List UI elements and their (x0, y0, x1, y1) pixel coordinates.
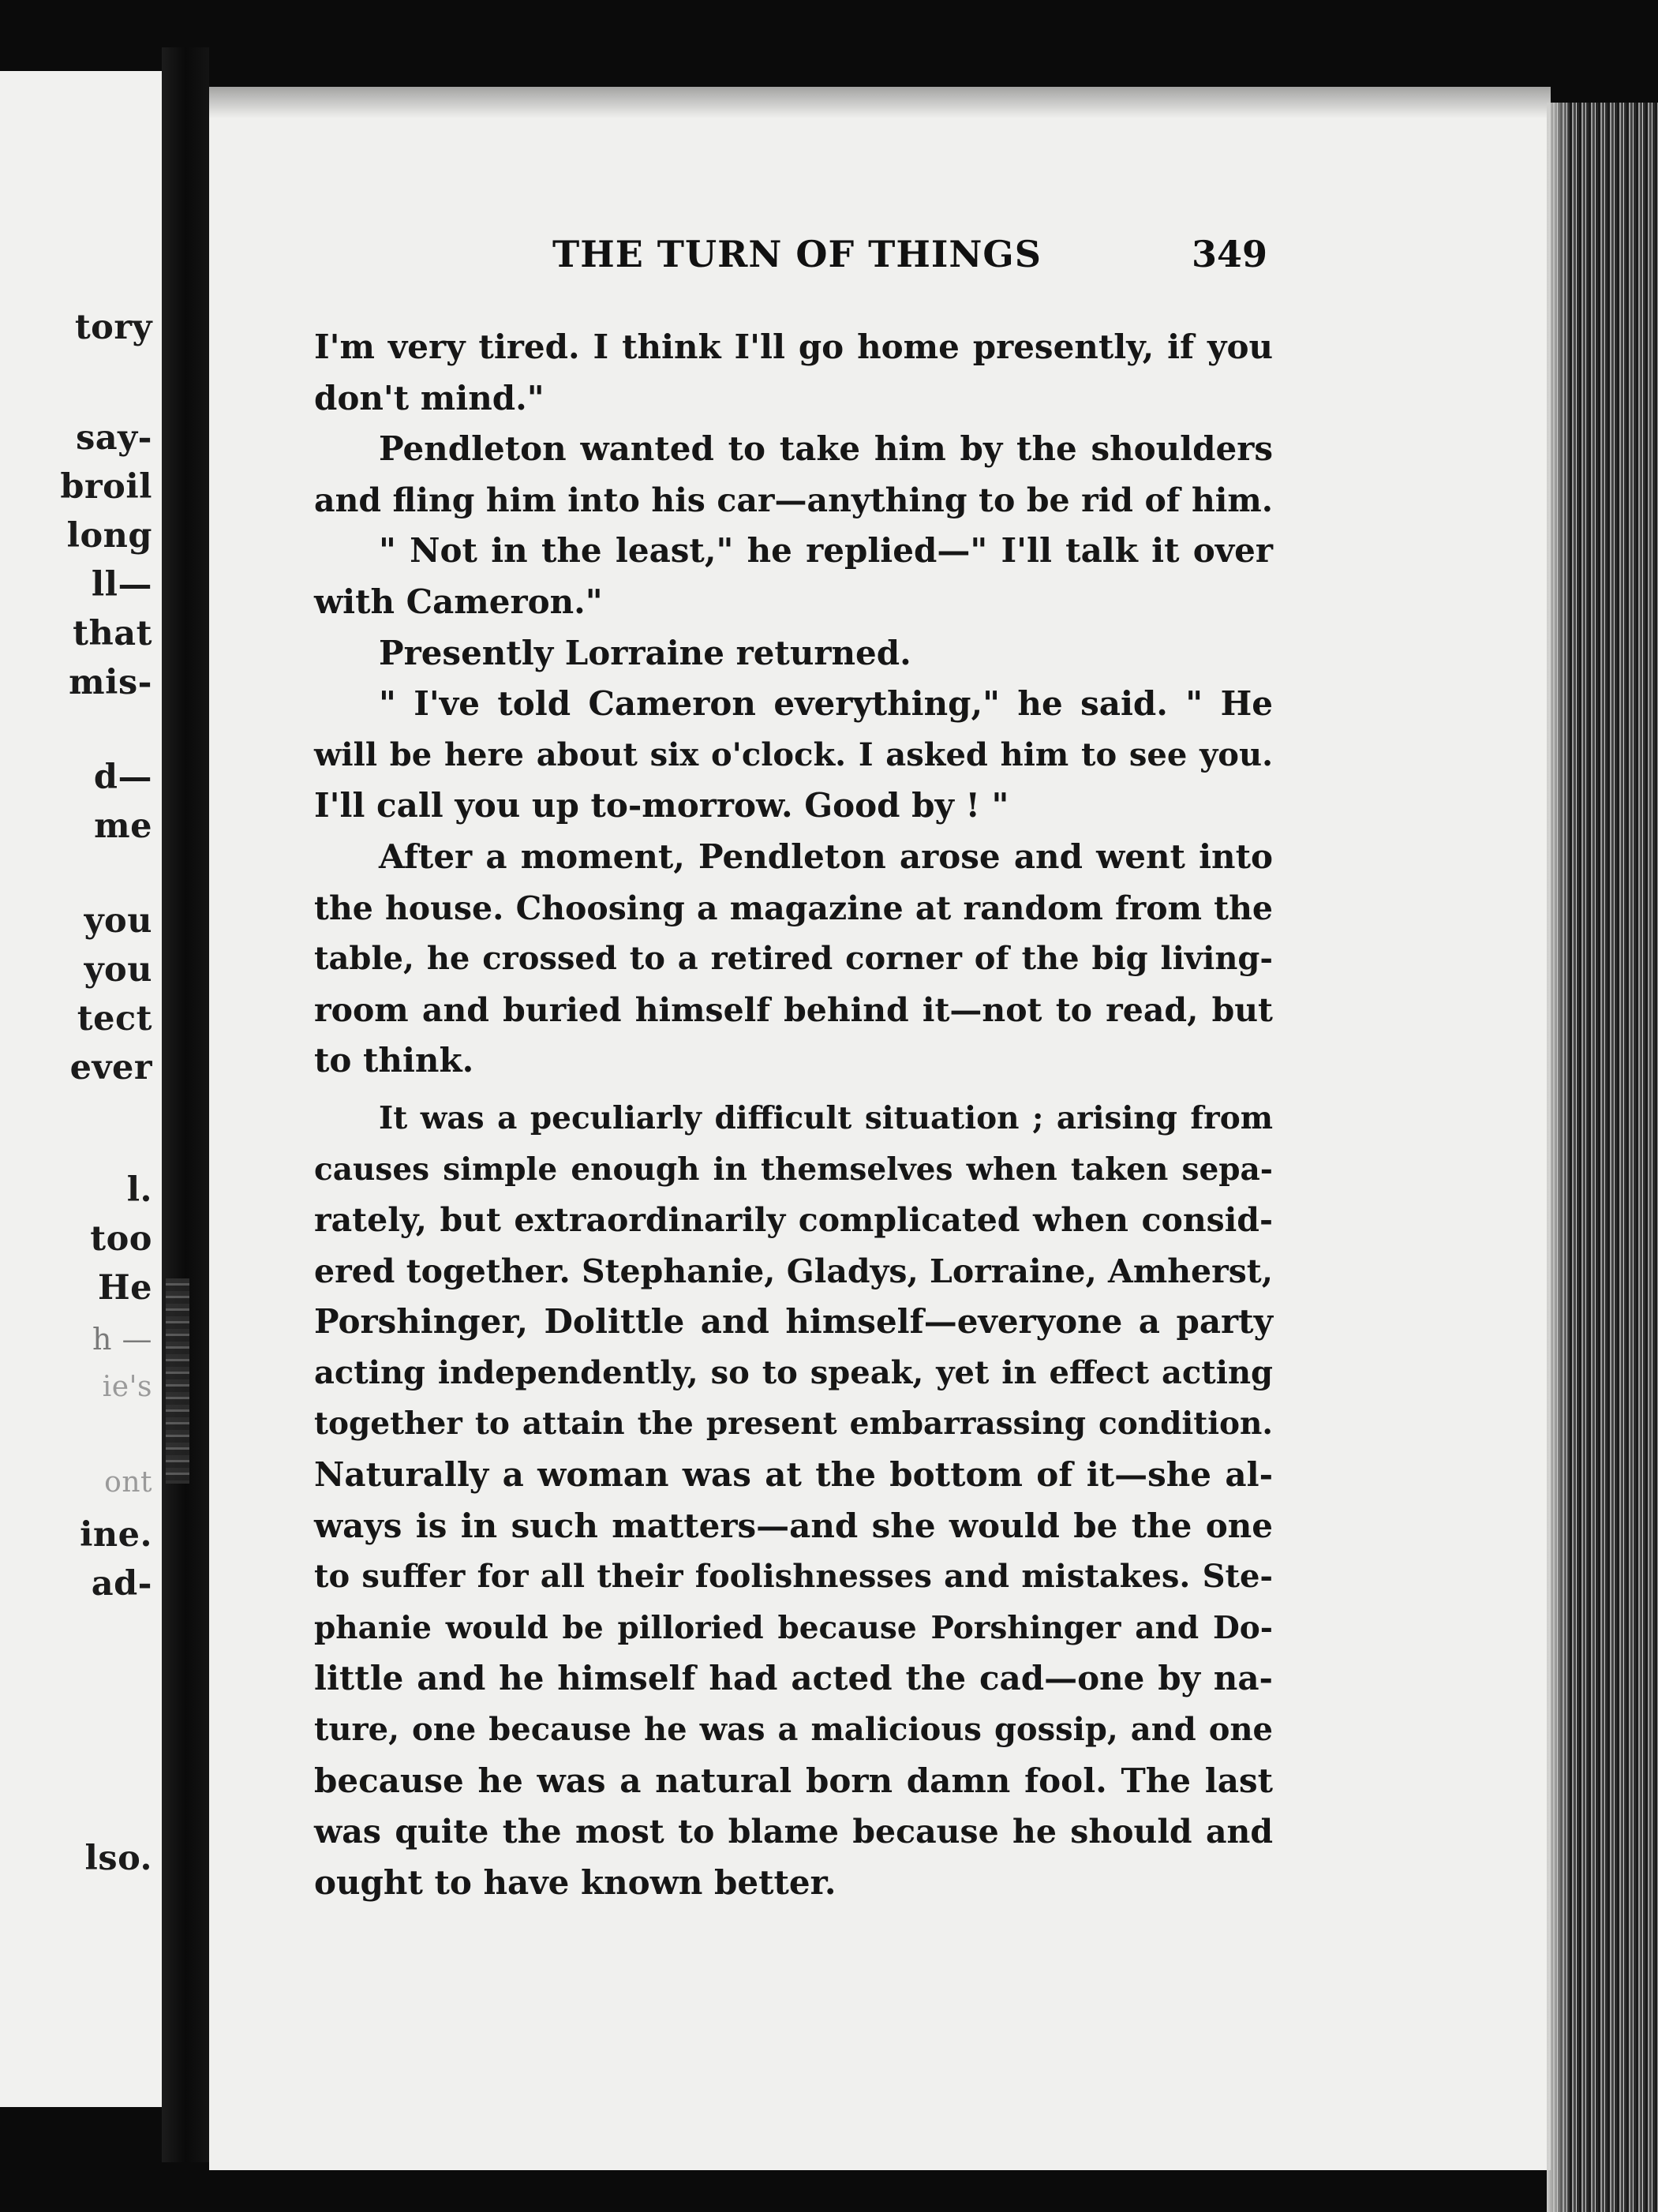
text-line: to think. (314, 1041, 474, 1080)
left-page-line: lso. (84, 1839, 152, 1878)
text-line: ways is in such matters—and she would be the one (314, 1506, 1273, 1545)
page-number: 349 (1192, 233, 1268, 275)
running-head (505, 233, 1294, 280)
text-line: table, he crossed to a retired corner of the big living- (314, 940, 1273, 978)
text-line: don't mind." (314, 378, 545, 417)
left-page-line: you (84, 950, 152, 990)
left-page-line: mis- (69, 663, 152, 702)
left-page-line: broil (60, 467, 152, 507)
page-edge-fade (1547, 103, 1570, 2212)
body-text (314, 322, 1273, 1908)
page-top-shadow (209, 87, 1551, 118)
text-line: the house. Choosing a magazine at random from the (314, 889, 1273, 927)
text-line: together to attain the present embarrassing condition. (314, 1405, 1273, 1443)
left-page-line: h — (92, 1322, 152, 1357)
text-line: little and he himself had acted the cad—one by na- (314, 1659, 1273, 1698)
text-line: I'll call you up to-morrow. Good by ! " (314, 786, 1009, 825)
left-page-line: ad- (91, 1564, 152, 1604)
text-line: Naturally a woman was at the bottom of it—she al- (314, 1455, 1273, 1495)
left-page-line: say- (76, 418, 152, 458)
text-line: will be here about six o'clock. I asked him to see you. (314, 735, 1273, 773)
left-page-line: me (94, 807, 152, 846)
book-gutter (162, 47, 209, 2162)
left-page-line: ie's (102, 1371, 152, 1403)
left-page-line: tory (74, 308, 152, 347)
text-line: ought to have known better. (314, 1862, 836, 1902)
left-page-line: ll— (91, 565, 152, 604)
text-line: and fling him into his car—anything to be rid of him. (314, 481, 1273, 519)
running-head-title: THE TURN OF THINGS (552, 233, 1042, 275)
left-page-line: ever (69, 1048, 152, 1087)
left-page-line: long (66, 516, 152, 556)
left-page-line: too (90, 1219, 152, 1259)
left-page-line: ine. (80, 1515, 152, 1555)
text-line: " I've told Cameron everything," he said. " He (379, 684, 1273, 724)
gutter-smudge (166, 1278, 189, 1484)
text-line: was quite the most to blame because he should and (314, 1813, 1273, 1851)
text-line: rately, but extraordinarily complicated when consid- (314, 1201, 1273, 1240)
text-line: causes simple enough in themselves when taken sepa- (314, 1151, 1273, 1188)
text-line: It was a peculiarly difficult situation ; arising from (379, 1099, 1273, 1136)
left-page-line: He (98, 1268, 152, 1308)
left-page-line: d— (93, 758, 152, 797)
left-page-line: you (84, 901, 152, 941)
left-page-line: that (73, 614, 152, 653)
text-line: room and buried himself behind it—not to read, but (314, 990, 1273, 1029)
paragraph-gap (314, 1087, 1273, 1093)
text-line: ture, one because he was a malicious gossip, and one (314, 1711, 1273, 1749)
text-line: Porshinger, Dolittle and himself—everyone a party (314, 1302, 1273, 1342)
left-page-line: ont (104, 1466, 152, 1499)
text-line: to suffer for all their foolishnesses and mistakes. Ste- (314, 1558, 1273, 1596)
text-line: because he was a natural born damn fool. The last (314, 1761, 1273, 1800)
left-page-line: tect (77, 999, 152, 1039)
text-line: acting independently, so to speak, yet in effect acting (314, 1353, 1273, 1391)
text-line: Presently Lorraine returned. (379, 633, 911, 672)
text-line: Pendleton wanted to take him by the shoulders (379, 429, 1273, 469)
text-line: I'm very tired. I think I'll go home presently, if you (314, 327, 1273, 366)
text-line: " Not in the least," he replied—" I'll talk it over (379, 531, 1273, 571)
text-line: phanie would be pilloried because Porshinger and Do- (314, 1609, 1273, 1646)
text-line: with Cameron." (314, 582, 603, 621)
left-page-line: l. (126, 1170, 152, 1210)
text-line: After a moment, Pendleton arose and went into (379, 837, 1273, 876)
text-line: ered together. Stephanie, Gladys, Lorraine, Amherst, (314, 1252, 1273, 1290)
left-facing-page (0, 71, 162, 2107)
